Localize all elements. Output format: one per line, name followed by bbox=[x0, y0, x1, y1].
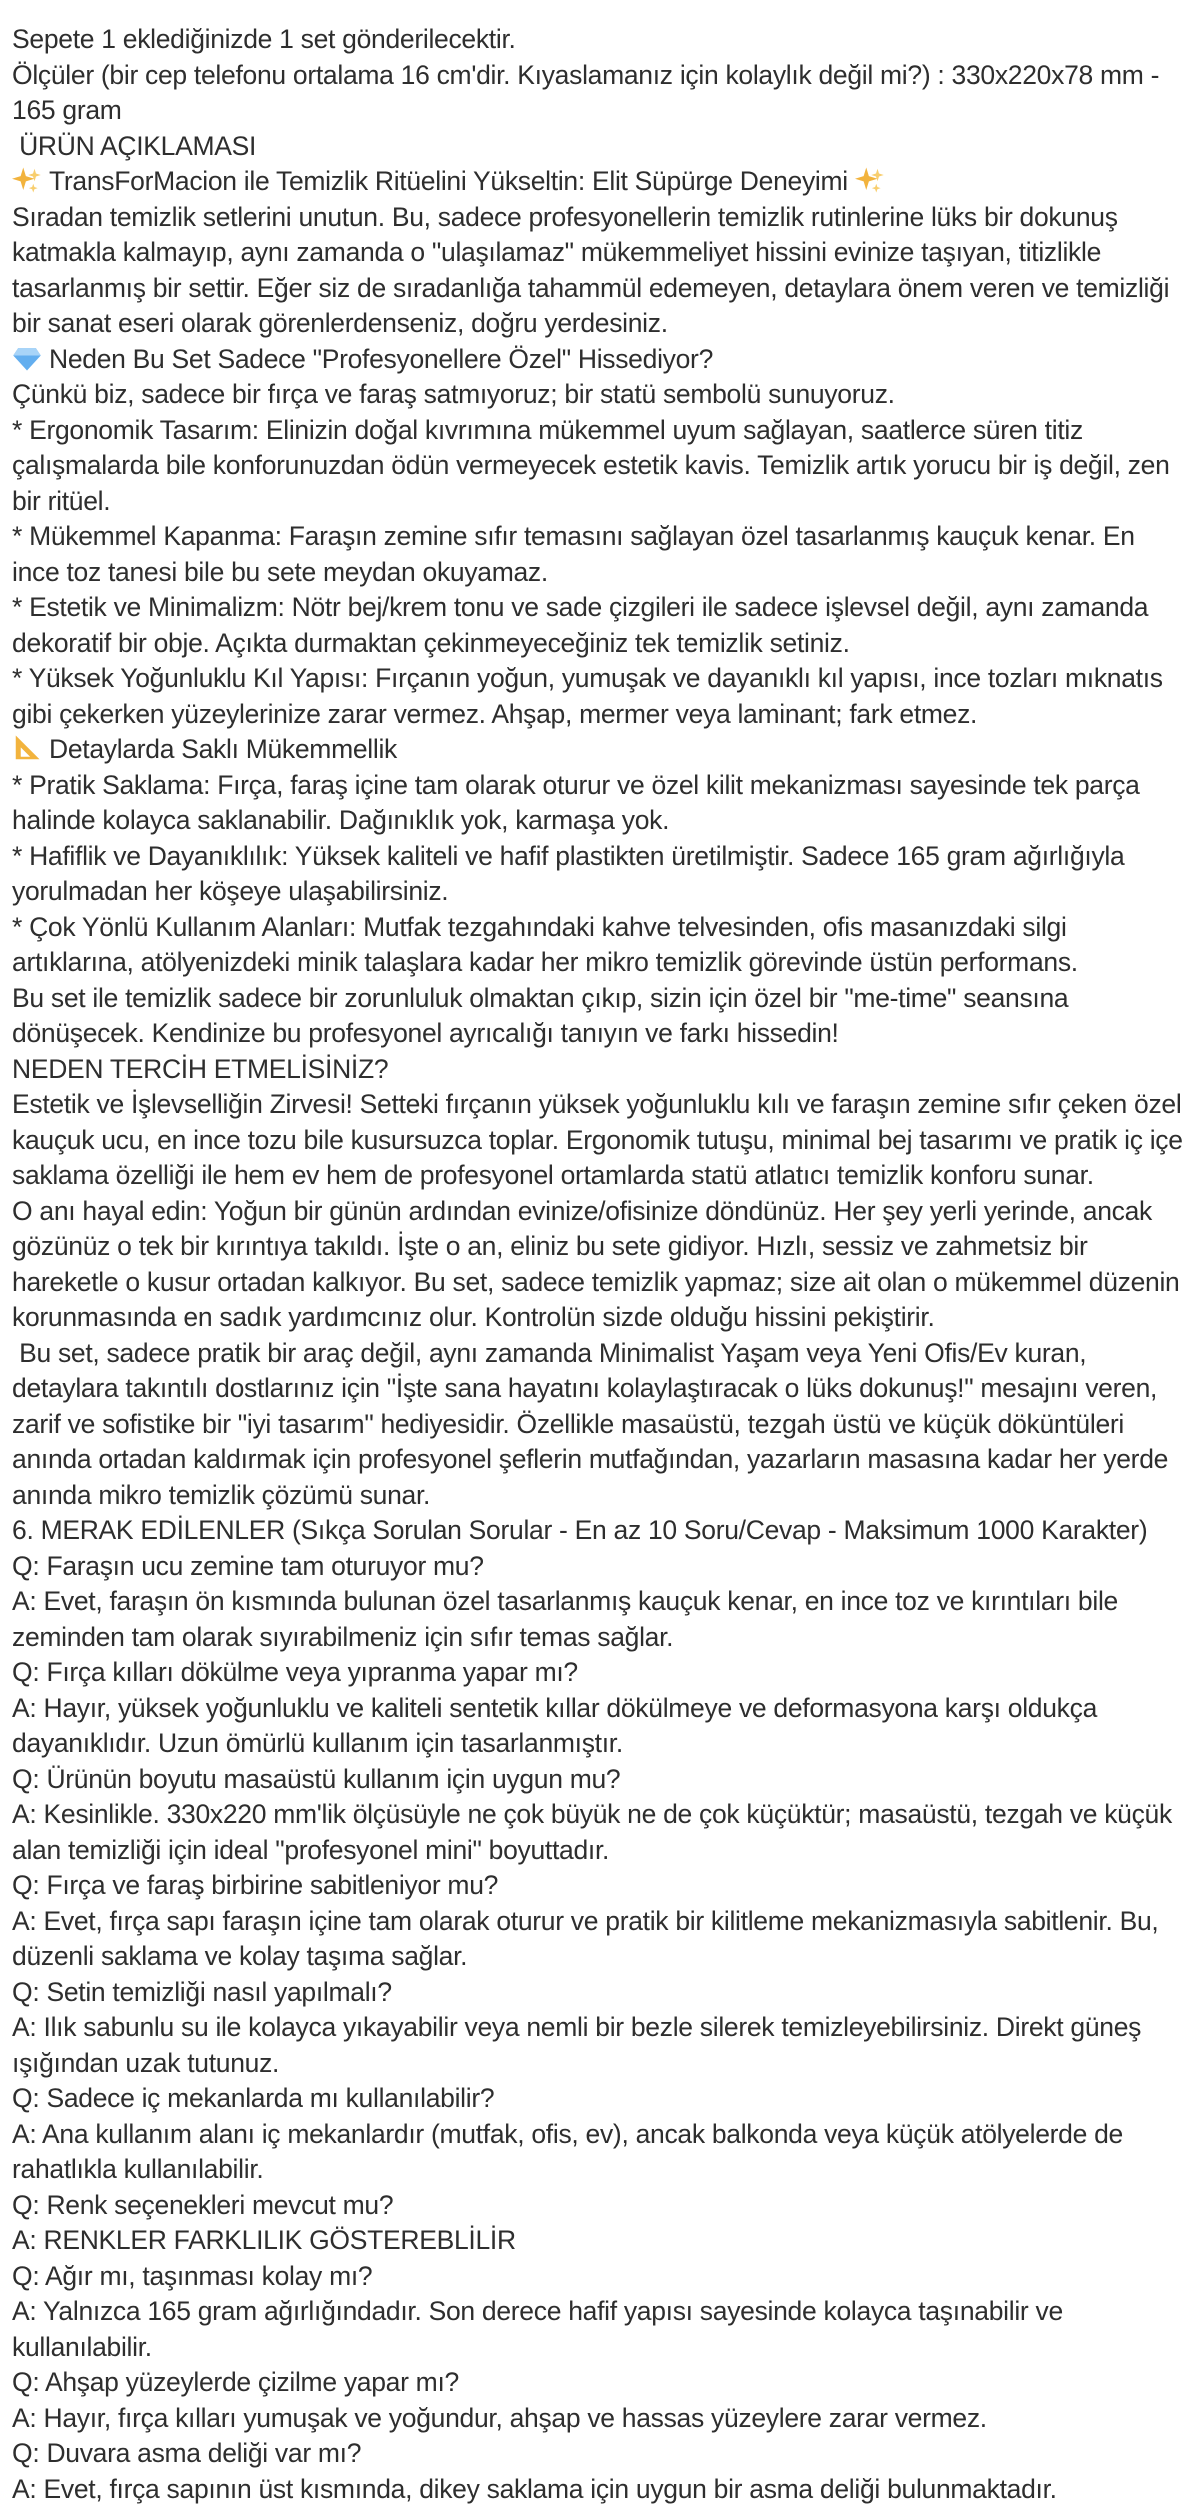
bullet-practical-storage bbox=[12, 768, 1186, 839]
faq-a2 bbox=[12, 1691, 1186, 1762]
paragraph-text: Q: Fırça ve faraş birbirine sabitleniyor mu? bbox=[12, 1870, 498, 1900]
faq-a7 bbox=[12, 2223, 1186, 2259]
paragraph-text: Q: Ağır mı, taşınması kolay mı? bbox=[12, 2261, 372, 2291]
heading-hidden-perfection bbox=[12, 732, 1186, 768]
para-me-time bbox=[12, 981, 1186, 1052]
faq-a8 bbox=[12, 2294, 1186, 2365]
paragraph-text: * Estetik ve Minimalizm: Nötr bej/krem tonu ve sade çizgileri ile sadece işlevsel değil, aynı zamanda dekoratif bir obje. Açıkta durmaktan çekinmeyeceğiniz tek temizlik setiniz. bbox=[12, 592, 1155, 658]
paragraph-text: * Çok Yönlü Kullanım Alanları: Mutfak tezgahındaki kahve telvesinden, ofis masanızdaki silgi artıklarına, atölyenizdeki minik talaşlara kadar her mikro temizlik görevinde üstün performans. bbox=[12, 912, 1078, 978]
paragraph-text: A: RENKLER FARKLILIK GÖSTEREBLİLİR bbox=[12, 2225, 516, 2255]
faq-q7 bbox=[12, 2188, 1186, 2224]
paragraph-text: Q: Setin temizliği nasıl yapılmalı? bbox=[12, 1977, 392, 2007]
heading-elite-broom bbox=[12, 164, 1186, 200]
faq-q8 bbox=[12, 2259, 1186, 2295]
bullet-lightness-durability bbox=[12, 839, 1186, 910]
paragraph-text: A: Kesinlikle. 330x220 mm'lik ölçüsüyle ne çok büyük ne de çok küçüktür; masaüstü, tezgah ve küçük alan temizliği için ideal "profesyonel mini" boyuttadır. bbox=[12, 1799, 1179, 1865]
bullet-perfect-closure bbox=[12, 519, 1186, 590]
para-imagine bbox=[12, 1194, 1186, 1336]
paragraph-text: TransForMacion ile Temizlik Ritüelini Yükseltin: Elit Süpürge Deneyimi bbox=[49, 166, 848, 196]
faq-a6 bbox=[12, 2117, 1186, 2188]
paragraph-text: A: Hayır, yüksek yoğunluklu ve kaliteli sentetik kıllar dökülmeye ve deformasyona karşı oldukça dayanıklıdır. Uzun ömürlü kullanım için tasarlanmıştır. bbox=[12, 1693, 1104, 1759]
paragraph-text: A: Ilık sabunlu su ile kolayca yıkayabilir veya nemli bir bezle silerek temizleyebilirsiniz. Direkt güneş ışığından uzak tutunuz. bbox=[12, 2012, 1148, 2078]
faq-a5 bbox=[12, 2010, 1186, 2081]
paragraph-text: A: Evet, fırça sapının üst kısmında, dikey saklama için uygun bir asma deliği bulunmaktadır. bbox=[12, 2474, 1057, 2504]
faq-a10 bbox=[12, 2472, 1186, 2507]
paragraph-text: A: Yalnızca 165 gram ağırlığındadır. Son derece hafif yapısı sayesinde kolayca taşınabilir ve kullanılabilir. bbox=[12, 2296, 1070, 2362]
faq-q10 bbox=[12, 2436, 1186, 2472]
paragraph-text: Q: Renk seçenekleri mevcut mu? bbox=[12, 2190, 393, 2220]
paragraph-text: * Pratik Saklama: Fırça, faraş içine tam olarak oturur ve özel kilit mekanizması sayesinde tek parça halinde kolayca saklanabilir. Dağınıklık yok, karmaşa yok. bbox=[12, 770, 1147, 836]
paragraph-text: Ölçüler (bir cep telefonu ortalama 16 cm'dir. Kıyaslamanız için kolaylık değil mi?) : 330x220x78 mm - 165 gram bbox=[12, 60, 1166, 126]
paragraph-text: * Ergonomik Tasarım: Elinizin doğal kıvrımına mükemmel uyum sağlayan, saatlerce süren titiz çalışmalarda bile konforunuzdan ödün vermeyecek estetik kavis. Temizlik artık yorucu bir iş değil, zen bir ritüel. bbox=[12, 415, 1177, 516]
faq-q1 bbox=[12, 1549, 1186, 1585]
faq-q6 bbox=[12, 2081, 1186, 2117]
paragraph-text: Q: Ahşap yüzeylerde çizilme yapar mı? bbox=[12, 2367, 459, 2397]
paragraph-text: Q: Faraşın ucu zemine tam oturuyor mu? bbox=[12, 1551, 484, 1581]
bullet-versatile-use bbox=[12, 910, 1186, 981]
para-intro bbox=[12, 200, 1186, 342]
paragraph-text: * Mükemmel Kapanma: Faraşın zemine sıfır temasını sağlayan özel tasarlanmış kauçuk kenar. En ince toz tanesi bile bu sete meydan okuyamaz. bbox=[12, 521, 1142, 587]
heading-why-choose bbox=[12, 1052, 1186, 1088]
paragraph-text: * Hafiflik ve Dayanıklılık: Yüksek kaliteli ve hafif plastikten üretilmiştir. Sadece 165 gram ağırlığıyla yorulmadan her köşeye ulaşabilirsiniz. bbox=[12, 841, 1132, 907]
line-dimensions bbox=[12, 58, 1186, 129]
para-aesthetic-peak bbox=[12, 1087, 1186, 1194]
faq-a4 bbox=[12, 1904, 1186, 1975]
faq-q3 bbox=[12, 1762, 1186, 1798]
paragraph-text: Neden Bu Set Sadece "Profesyonellere Özel" Hissediyor? bbox=[49, 344, 713, 374]
paragraph-text: Sıradan temizlik setlerini unutun. Bu, sadece profesyonellerin temizlik rutinlerine lüks bir dokunuş katmakla kalmayıp, aynı zamanda o "ulaşılamaz" mükemmeliyet hissini evinize taşıyan, titizlikle tasarlanmış bir settir. Eğer siz de sıradanlığa tahammül edemeyen, detaylara önem veren ve temizliği bir sanat eseri olarak görenlerdenseniz, doğru yerdesiniz. bbox=[12, 202, 1176, 339]
ruler-icon bbox=[12, 733, 42, 763]
bullet-high-density-bristles bbox=[12, 661, 1186, 732]
paragraph-text: Q: Ürünün boyutu masaüstü kullanım için uygun mu? bbox=[12, 1764, 620, 1794]
paragraph-text: Detaylarda Saklı Mükemmellik bbox=[49, 734, 397, 764]
faq-q9 bbox=[12, 2365, 1186, 2401]
paragraph-text: ÜRÜN AÇIKLAMASI bbox=[12, 131, 256, 161]
sparkles-icon bbox=[12, 165, 42, 195]
paragraph-text: Bu set, sadece pratik bir araç değil, aynı zamanda Minimalist Yaşam veya Yeni Ofis/Ev kuran, detaylara takıntılı dostlarınız için "İşte sana hayatını kolaylaştıracak o lüks dokunuş!" mesajını veren, zarif ve sofistike bir "iyi tasarım" hediyesidir. Özellikle masaüstü, tezgah üstü ve küçük döküntüleri anında ortadan kaldırmak için profesyonel şeflerin mutfağından, yazarların masasına kadar her yerde anında mikro temizlik çözümü sunar. bbox=[12, 1338, 1175, 1510]
paragraph-text: O anı hayal edin: Yoğun bir günün ardından evinize/ofisinize döndünüz. Her şey yerli yerinde, ancak gözünüz o tek bir kırıntıya takıldı. İşte o an, eliniz bu sete gidiyor. Hızlı, sessiz ve zahmetsiz bir hareketle o kusur ortadan kalkıyor. Bu set, sadece temizlik yapmaz; size ait olan o mükemmel düzenin korunmasında en sadık yardımcınız olur. Kontrolün sizde olduğu hissini pekiştirir. bbox=[12, 1196, 1187, 1333]
heading-faq bbox=[12, 1513, 1186, 1549]
para-status-symbol bbox=[12, 377, 1186, 413]
line-cart-note bbox=[12, 22, 1186, 58]
faq-q2 bbox=[12, 1655, 1186, 1691]
paragraph-text: Sepete 1 eklediğinizde 1 set gönderilecektir. bbox=[12, 24, 516, 54]
paragraph-text: Q: Sadece iç mekanlarda mı kullanılabilir? bbox=[12, 2083, 494, 2113]
paragraph-text: Estetik ve İşlevselliğin Zirvesi! Setteki fırçanın yüksek yoğunluklu kılı ve faraşın zemine sıfır çeken özel kauçuk ucu, en ince tozu bile kusursuzca toplar. Ergonomik tutuşu, minimal bej tasarımı ve pratik iç içe saklama özelliği ile hem ev hem de profesyonel ortamlarda statü atlatıcı temizlik konforu sunar. bbox=[12, 1089, 1190, 1190]
paragraph-text: A: Evet, faraşın ön kısmında bulunan özel tasarlanmış kauçuk kenar, en ince toz ve kırıntıları bile zeminden tam olarak sıyırabilmeniz için sıfır temas sağlar. bbox=[12, 1586, 1125, 1652]
paragraph-text: A: Ana kullanım alanı iç mekanlardır (mutfak, ofis, ev), ancak balkonda veya küçük atölyelerde de rahatlıkla kullanılabilir. bbox=[12, 2119, 1130, 2185]
paragraph-text: NEDEN TERCİH ETMELİSİNİZ? bbox=[12, 1054, 388, 1084]
paragraph-text: Q: Fırça kılları dökülme veya yıpranma yapar mı? bbox=[12, 1657, 578, 1687]
heading-product-description bbox=[12, 129, 1186, 165]
gem-icon bbox=[12, 343, 42, 373]
heading-why-professional bbox=[12, 342, 1186, 378]
faq-a1 bbox=[12, 1584, 1186, 1655]
paragraph-text: Q: Duvara asma deliği var mı? bbox=[12, 2438, 361, 2468]
para-gift bbox=[12, 1336, 1186, 1514]
paragraph-text: A: Evet, fırça sapı faraşın içine tam olarak oturur ve pratik bir kilitleme mekanizmasıyla sabitlenir. Bu, düzenli saklama ve kolay taşıma sağlar. bbox=[12, 1906, 1166, 1972]
paragraph-text: A: Hayır, fırça kılları yumuşak ve yoğundur, ahşap ve hassas yüzeylere zarar vermez. bbox=[12, 2403, 987, 2433]
faq-a3 bbox=[12, 1797, 1186, 1868]
faq-a9 bbox=[12, 2401, 1186, 2437]
paragraph-text: Çünkü biz, sadece bir fırça ve faraş satmıyoruz; bir statü sembolü sunuyoruz. bbox=[12, 379, 895, 409]
bullet-aesthetic-minimalism bbox=[12, 590, 1186, 661]
sparkles-icon bbox=[855, 165, 885, 195]
faq-q4 bbox=[12, 1868, 1186, 1904]
bullet-ergonomic-design bbox=[12, 413, 1186, 520]
faq-q5 bbox=[12, 1975, 1186, 2011]
paragraph-text: * Yüksek Yoğunluklu Kıl Yapısı: Fırçanın yoğun, yumuşak ve dayanıklı kıl yapısı, ince tozları mıknatıs gibi çekerken yüzeylerinize zarar vermez. Ahşap, mermer veya laminant; fark etmez. bbox=[12, 663, 1170, 729]
paragraph-text: 6. MERAK EDİLENLER (Sıkça Sorulan Sorular - En az 10 Soru/Cevap - Maksimum 1000 Karakter) bbox=[12, 1515, 1147, 1545]
paragraph-text: Bu set ile temizlik sadece bir zorunluluk olmaktan çıkıp, sizin için özel bir "me-time" seansına dönüşecek. Kendinize bu profesyonel ayrıcalığı tanıyın ve farkı hissedin! bbox=[12, 983, 1075, 1049]
